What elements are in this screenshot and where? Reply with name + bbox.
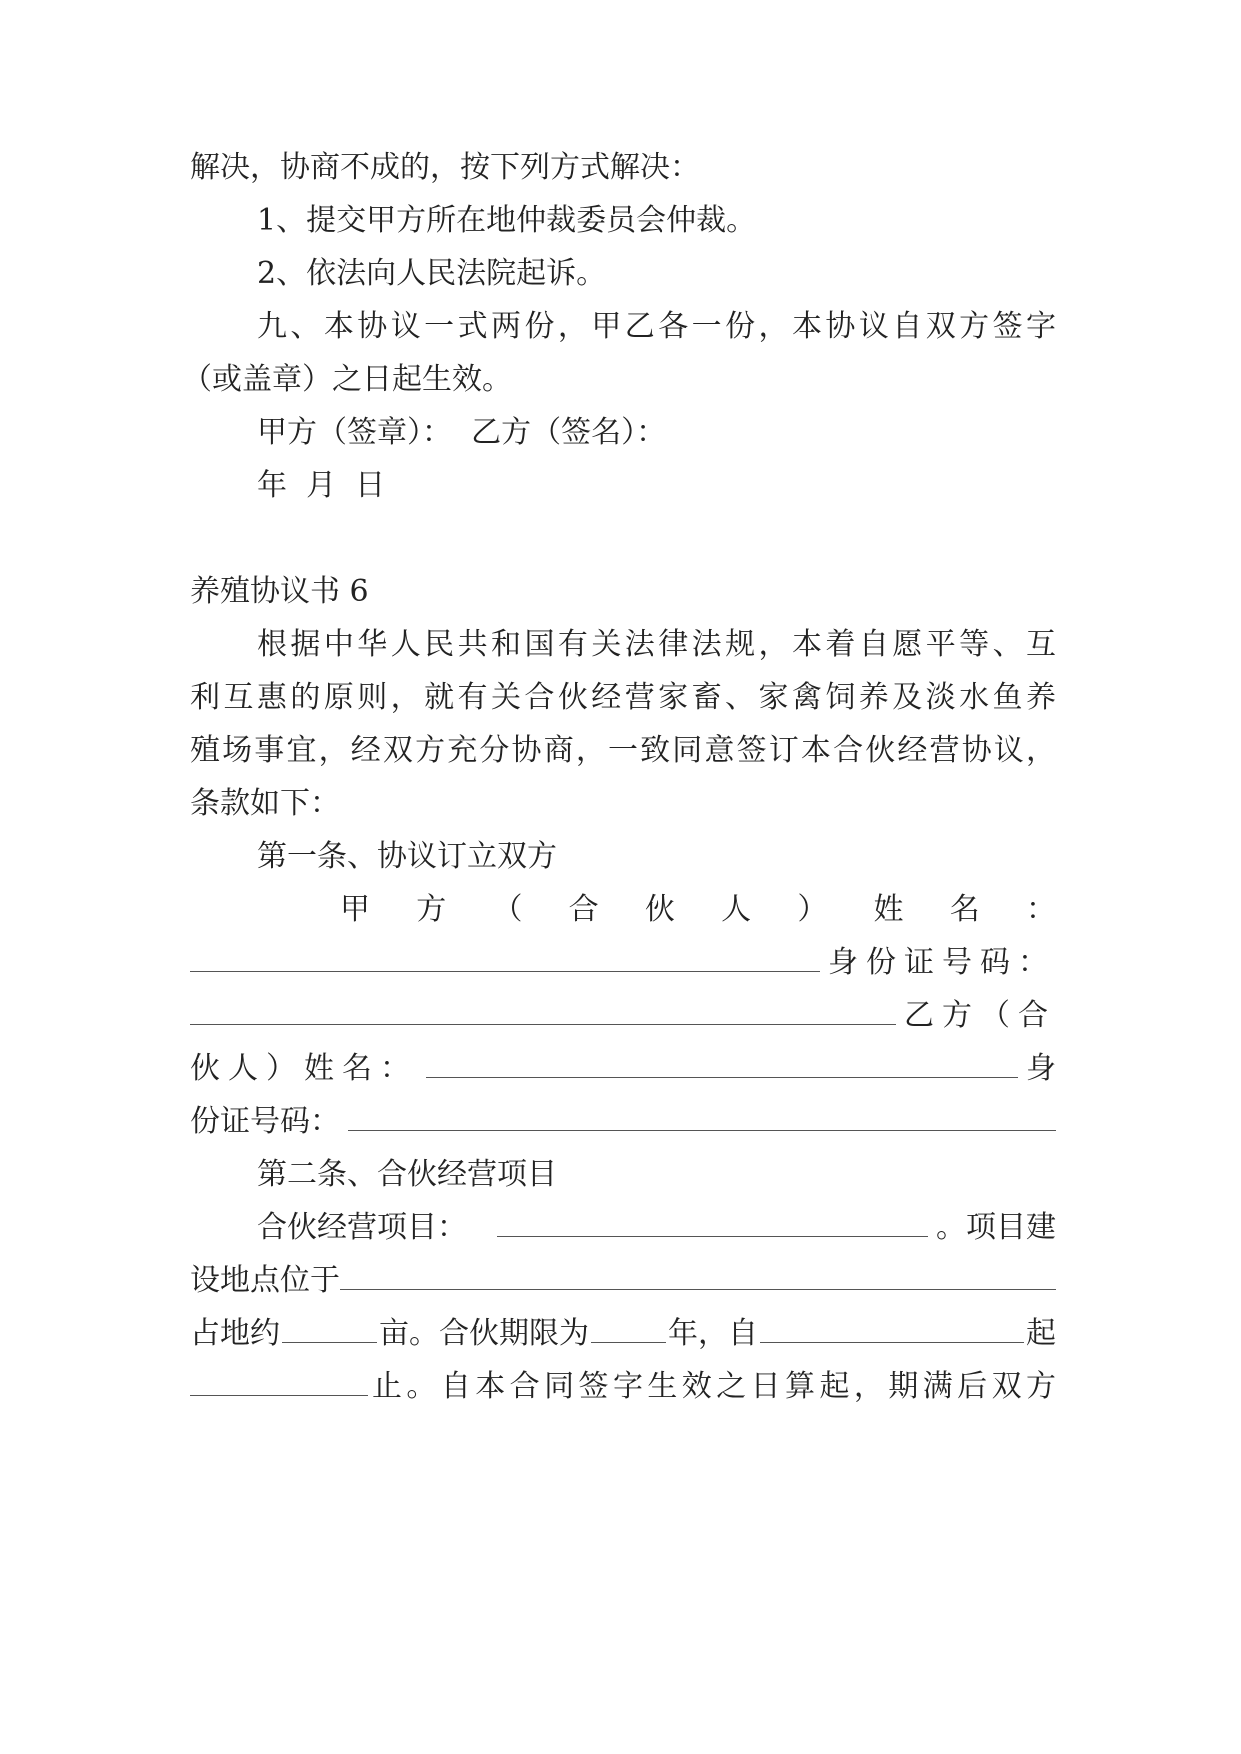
blank-field[interactable] <box>282 1316 377 1343</box>
text-line: 根据中华人民共和国有关法律法规，本着自愿平等、互 <box>257 627 1056 662</box>
text-line: 九、本协议一式两份，甲乙各一份，本协议自双方签字 <box>257 309 1056 344</box>
signature-line: 甲方（签章）： 乙方（签名）： <box>257 415 667 450</box>
article-heading: 第一条、协议订立双方 <box>257 839 557 874</box>
start-word: 起 <box>1026 1316 1056 1351</box>
location-label: 设地点位于 <box>190 1263 340 1298</box>
text-line: 利互惠的原则，就有关合伙经营家畜、家禽饲养及淡水鱼养 <box>190 680 1056 715</box>
form-line <box>257 1206 1056 1250</box>
area-unit: 亩。合伙期限为 <box>379 1316 589 1351</box>
text-line: （或盖章）之日起生效。 <box>182 362 512 397</box>
project-after-text: 。项目建 <box>936 1210 1056 1245</box>
party-b-name-label: 伙人）姓名： <box>190 1051 418 1086</box>
form-line <box>190 1047 1056 1091</box>
text-line: 解决，协商不成的，按下列方式解决： <box>190 150 700 185</box>
project-label: 合伙经营项目： <box>257 1210 467 1245</box>
party-a-name-label: 甲方（合伙人）姓名： <box>340 892 1056 927</box>
form-line <box>190 1365 1056 1409</box>
blank-field[interactable] <box>348 1104 1056 1131</box>
blank-field[interactable] <box>497 1210 928 1237</box>
party-b-label: 乙方（合 <box>904 998 1056 1033</box>
date-line: 年 月 日 <box>257 468 386 503</box>
form-line <box>190 941 1056 985</box>
id-label: 身份证号码： <box>828 945 1056 980</box>
section-title: 养殖协议书 6 <box>190 574 369 609</box>
blank-field[interactable] <box>190 945 820 972</box>
text-line: 2、依法向人民法院起诉。 <box>257 256 607 291</box>
form-line <box>190 994 1056 1038</box>
area-label: 占地约 <box>190 1316 280 1351</box>
blank-field[interactable] <box>591 1316 666 1343</box>
year-unit: 年，自 <box>668 1316 758 1351</box>
blank-field[interactable] <box>760 1316 1024 1343</box>
form-line <box>190 1312 1056 1356</box>
blank-field[interactable] <box>426 1051 1018 1078</box>
form-line <box>190 1100 1056 1144</box>
form-line <box>190 1259 1056 1303</box>
id-label-start: 身 <box>1026 1051 1056 1086</box>
article-heading: 第二条、合伙经营项目 <box>257 1157 557 1192</box>
id-label: 份证号码： <box>190 1104 340 1139</box>
end-text: 止。自本合同签字生效之日算起，期满后双方 <box>372 1369 1056 1404</box>
blank-field[interactable] <box>190 998 896 1025</box>
blank-field[interactable] <box>340 1263 1056 1290</box>
text-line: 1、提交甲方所在地仲裁委员会仲裁。 <box>257 203 757 238</box>
text-line: 殖场事宜，经双方充分协商，一致同意签订本合伙经营协议， <box>190 733 1056 768</box>
blank-field[interactable] <box>190 1369 368 1396</box>
text-line: 条款如下： <box>190 786 340 821</box>
